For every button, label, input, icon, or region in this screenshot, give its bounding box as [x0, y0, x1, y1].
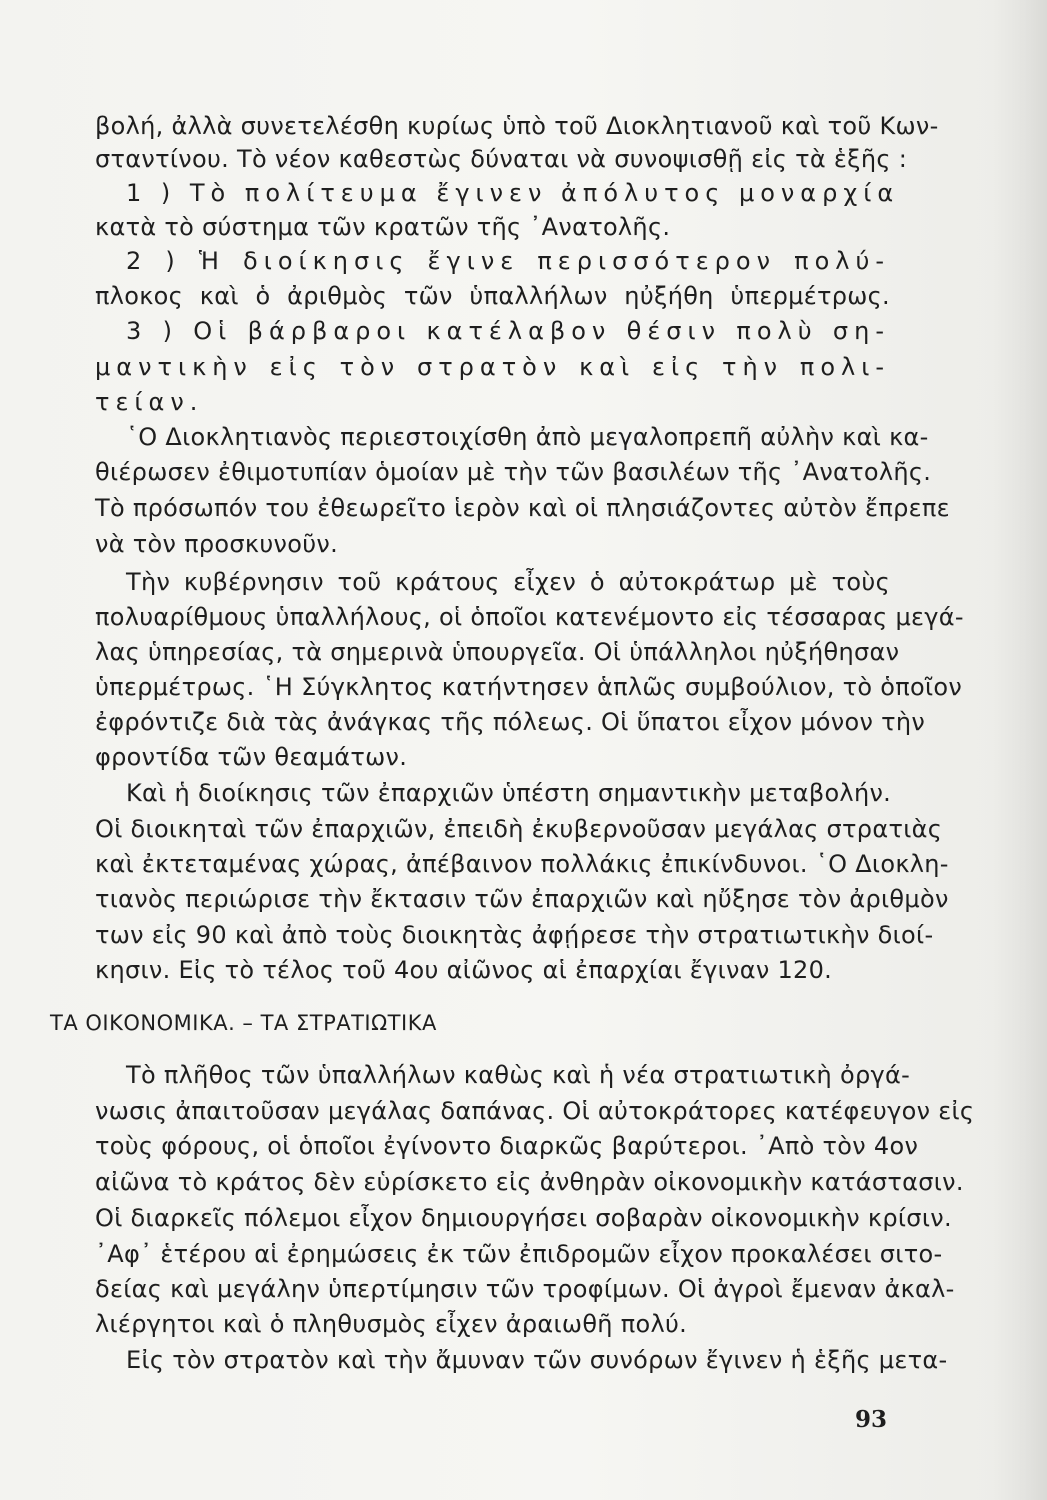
text-line: πολυαρίθμους ὑπαλλήλους, οἱ ὁποῖοι κατενέμοντο εἰς τέσσαρας μεγά-	[95, 603, 964, 631]
text-line: ῾Ο Διοκλητιανὸς περιεστοιχίσθη ἀπὸ μεγαλοπρεπῆ αὐλὴν καὶ κα-	[126, 423, 929, 451]
text-line: σταντίνου. Τὸ νέον καθεστὼς δύναται νὰ συνοψισθῇ εἰς τὰ ἑξῆς :	[95, 145, 908, 173]
text-line: Εἰς τὸν στρατὸν καὶ τὴν ἄμυναν τῶν συνόρων ἔγινεν ἡ ἑξῆς μετα-	[126, 1346, 948, 1374]
text-line: μαντικὴν εἰς τὸν στρατὸν καὶ εἰς τὴν πολι-	[95, 353, 890, 381]
text-line: αἰῶνα τὸ κράτος δὲν εὑρίσκετο εἰς ἀνθηρὰν οἰκονομικὴν κατάστασιν.	[95, 1168, 964, 1196]
text-line: κησιν. Εἰς τὸ τέλος τοῦ 4ου αἰῶνος αἱ ἐπαρχίαι ἔγιναν 120.	[95, 956, 833, 984]
text-line: νὰ τὸν προσκυνοῦν.	[95, 530, 339, 558]
text-line: θιέρωσεν ἐθιμοτυπίαν ὁμοίαν μὲ τὴν τῶν βασιλέων τῆς ᾿Ανατολῆς.	[95, 458, 932, 486]
text-line: τιανὸς περιώρισε τὴν ἔκτασιν τῶν ἐπαρχιῶν καὶ ηὔξησε τὸν ἀριθμὸν	[95, 885, 949, 913]
text-line: Οἱ διαρκεῖς πόλεμοι εἶχον δημιουργήσει σοβαρὰν οἰκονομικὴν κρίσιν.	[95, 1204, 952, 1232]
text-line: 3 ) Οἱ βάρβαροι κατέλαβον θέσιν πολὺ ση-	[126, 317, 890, 345]
text-line: λας ὑπηρεσίας, τὰ σημερινὰ ὑπουργεῖα. Οἱ ὑπάλληλοι ηὐξήθησαν	[95, 638, 900, 666]
text-line: Καὶ ἡ διοίκησις τῶν ἐπαρχιῶν ὑπέστη σημαντικὴν μεταβολήν.	[126, 779, 892, 807]
text-line: Οἱ διοικηταὶ τῶν ἐπαρχιῶν, ἐπειδὴ ἐκυβερνοῦσαν μεγάλας στρατιὰς	[95, 815, 943, 843]
text-line: Τὴν κυβέρνησιν τοῦ κράτους εἶχεν ὁ αὐτοκράτωρ μὲ τοὺς	[126, 568, 890, 596]
page-edge-shadow	[992, 0, 1047, 1500]
text-line: φροντίδα τῶν θεαμάτων.	[95, 743, 408, 771]
page-number: 93	[854, 1406, 887, 1433]
text-line: δείας καὶ μεγάλην ὑπερτίμησιν τῶν τροφίμων. Οἱ ἀγροὶ ἔμεναν ἀκαλ-	[95, 1275, 955, 1303]
text-line: καὶ ἐκτεταμένας χώρας, ἀπέβαινον πολλάκις ἐπικίνδυνοι. ῾Ο Διοκλη-	[95, 850, 949, 878]
text-line: 2 ) Ἡ διοίκησις ἔγινε περισσότερον πολύ-	[126, 247, 890, 275]
text-line: των εἰς 90 καὶ ἀπὸ τοὺς διοικητὰς ἀφῄρεσε τὴν στρατιωτικὴν διοί-	[95, 921, 934, 949]
text-line: τοὺς φόρους, οἱ ὁποῖοι ἐγίνοντο διαρκῶς βαρύτεροι. ᾿Απὸ τὸν 4ον	[95, 1132, 919, 1160]
section-heading: ΤΑ ΟΙΚΟΝΟΜΙΚΑ. – ΤΑ ΣΤΡΑΤΙΩΤΙΚΑ	[50, 1011, 437, 1035]
text-line: Τὸ πλῆθος τῶν ὑπαλλήλων καθὼς καὶ ἡ νέα στρατιωτικὴ ὀργά-	[126, 1061, 911, 1089]
text-line: ᾿Αφ᾿ ἑτέρου αἱ ἐρημώσεις ἐκ τῶν ἐπιδρομῶν εἶχον προκαλέσει σιτο-	[95, 1240, 943, 1268]
text-line: 1 ) Τὸ πολίτευμα ἔγινεν ἀπόλυτος μοναρχία	[126, 179, 900, 207]
text-line: ὑπερμέτρως. ῾Η Σύγκλητος κατήντησεν ἁπλῶς συμβούλιον, τὸ ὁποῖον	[95, 673, 963, 701]
text-line: ἐφρόντιζε διὰ τὰς ἀνάγκας τῆς πόλεως. Οἱ ὕπατοι εἶχον μόνον τὴν	[95, 708, 926, 736]
text-line: τείαν.	[95, 388, 204, 416]
text-line: λιέργητοι καὶ ὁ πληθυσμὸς εἶχεν ἀραιωθῆ πολύ.	[95, 1310, 688, 1338]
text-line: κατὰ τὸ σύστημα τῶν κρατῶν τῆς ᾿Ανατολῆς.	[95, 213, 671, 241]
text-line: Τὸ πρόσωπόν του ἐθεωρεῖτο ἱερὸν καὶ οἱ πλησιάζοντες αὐτὸν ἔπρεπε	[95, 494, 950, 522]
text-line: νωσις ἀπαιτοῦσαν μεγάλας δαπάνας. Οἱ αὐτοκράτορες κατέφευγον εἰς	[95, 1097, 975, 1125]
text-line: βολή, ἀλλὰ συνετελέσθη κυρίως ὑπὸ τοῦ Διοκλητιανοῦ καὶ τοῦ Κων-	[95, 112, 939, 140]
text-line: πλοκος καὶ ὁ ἀριθμὸς τῶν ὑπαλλήλων ηὐξήθη ὑπερμέτρως.	[95, 282, 890, 310]
